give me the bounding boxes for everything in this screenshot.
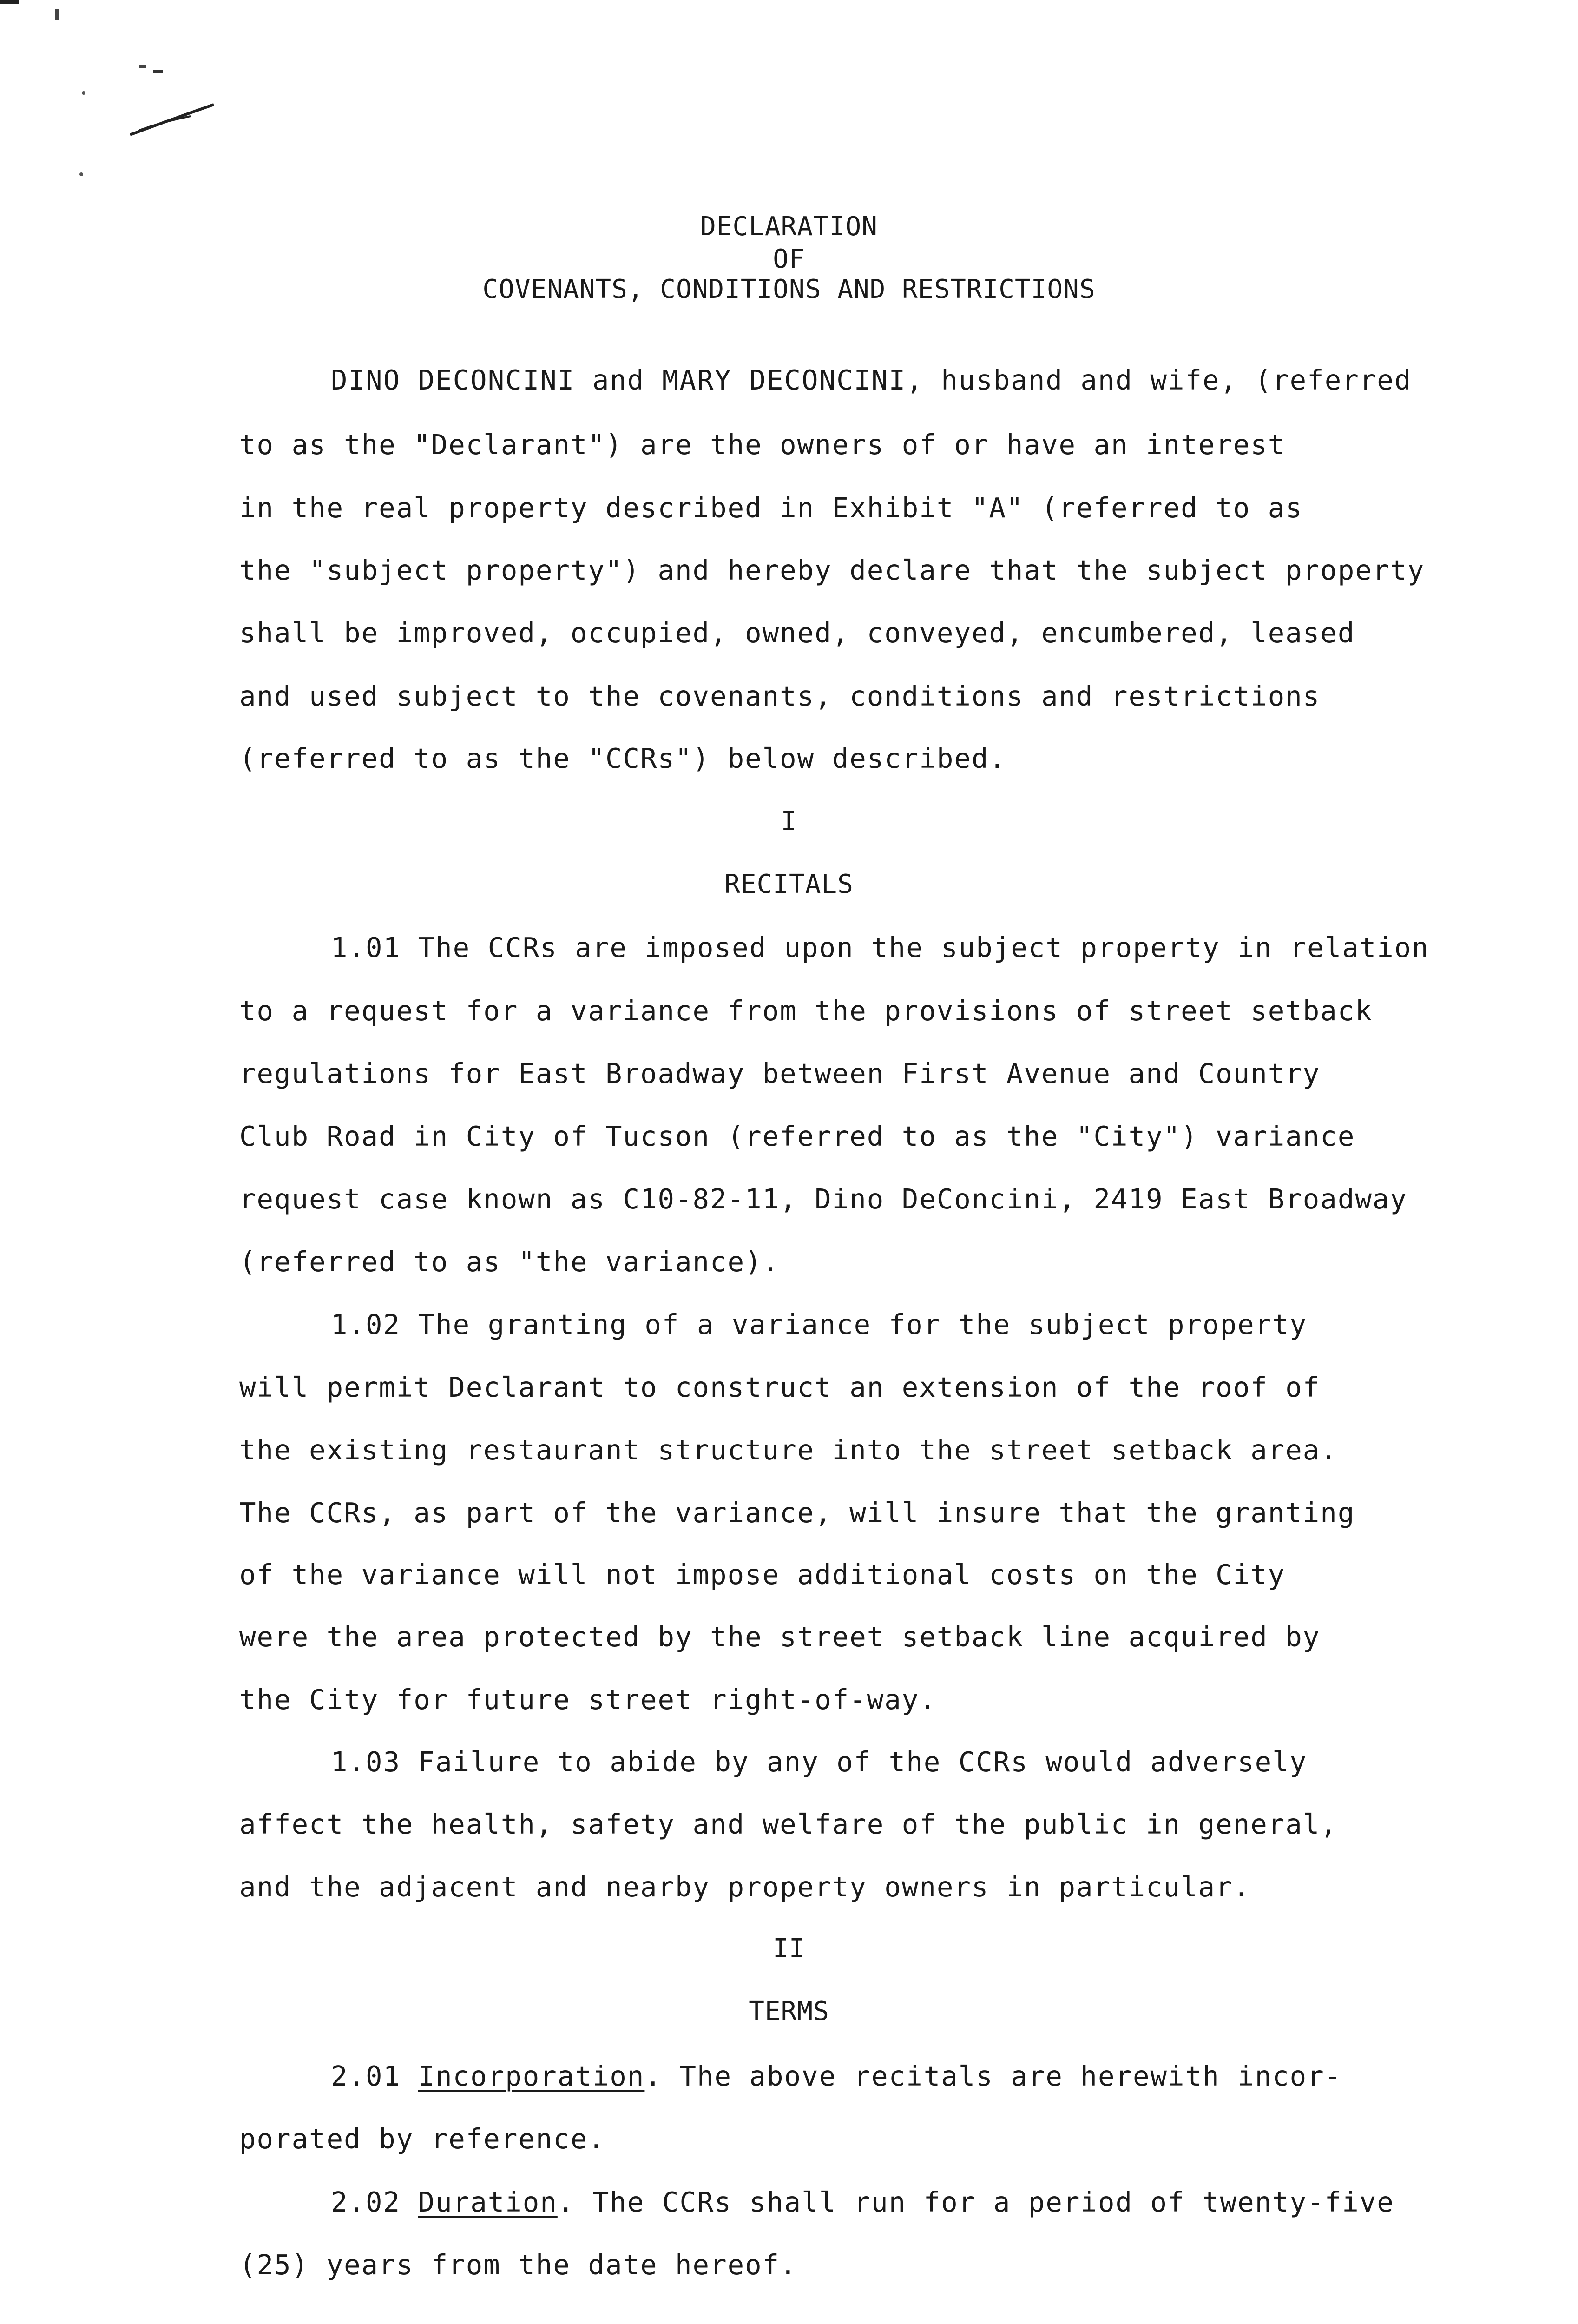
- paragraph-line: were the area protected by the street setback line acquired by: [239, 1621, 1321, 1653]
- paragraph-line: of the variance will not impose additional costs on the City: [239, 1558, 1286, 1591]
- paragraph-line: 1.03 Failure to abide by any of the CCRs would adversely: [331, 1746, 1308, 1778]
- paragraph-2-01: [331, 2060, 1342, 2092]
- section-title-terms: TERMS: [749, 1996, 829, 2027]
- section-numeral-2: II: [773, 1934, 805, 1964]
- paragraph-line: (25) years from the date hereof.: [239, 2249, 797, 2281]
- paragraph-text: . The CCRs shall run for a period of twenty-five: [557, 2186, 1394, 2218]
- paragraph-number: 2.02: [331, 2186, 401, 2218]
- intro-line: shall be improved, occupied, owned, conveyed, encumbered, leased: [239, 617, 1355, 649]
- section-title-recitals: RECITALS: [724, 869, 854, 899]
- paragraph-line: porated by reference.: [239, 2123, 605, 2155]
- paragraph-2-02: [331, 2186, 1394, 2218]
- paragraph-text: . The above recitals are herewith incor-: [644, 2060, 1342, 2092]
- scan-marks: [0, 0, 242, 195]
- section-numeral-1: I: [781, 806, 797, 837]
- paragraph-line: request case known as C10-82-11, Dino DeConcini, 2419 East Broadway: [239, 1183, 1407, 1215]
- title-of: OF: [773, 244, 805, 274]
- paragraph-heading: Duration: [418, 2186, 558, 2218]
- paragraph-line: and the adjacent and nearby property owners in particular.: [239, 1871, 1251, 1903]
- paragraph-line: The CCRs, as part of the variance, will insure that the granting: [239, 1497, 1355, 1529]
- paragraph-number: 2.01: [331, 2060, 401, 2092]
- paragraph-line: regulations for East Broadway between First Avenue and Country: [239, 1057, 1321, 1089]
- intro-line: to as the "Declarant") are the owners of or have an interest: [239, 429, 1286, 461]
- paragraph-line: affect the health, safety and welfare of the public in general,: [239, 1808, 1338, 1840]
- intro-line: DINO DECONCINI and MARY DECONCINI, husband and wife, (referred: [331, 364, 1412, 396]
- paragraph-line: (referred to as "the variance).: [239, 1246, 780, 1278]
- paragraph-line: Club Road in City of Tucson (referred to as the "City") variance: [239, 1120, 1355, 1152]
- paragraph-line: to a request for a variance from the provisions of street setback: [239, 995, 1373, 1027]
- intro-line: in the real property described in Exhibit "A" (referred to as: [239, 492, 1303, 524]
- paragraph-line: the City for future street right-of-way.: [239, 1684, 937, 1716]
- paragraph-line: will permit Declarant to construct an extension of the roof of: [239, 1371, 1321, 1403]
- paragraph-heading: Incorporation: [418, 2060, 645, 2092]
- title-covenants: COVENANTS, CONDITIONS AND RESTRICTIONS: [482, 274, 1096, 304]
- paragraph-line: 1.01 The CCRs are imposed upon the subject property in relation: [331, 931, 1429, 964]
- paragraph-line: 1.02 The granting of a variance for the subject property: [331, 1308, 1308, 1340]
- paragraph-line: the existing restaurant structure into the street setback area.: [239, 1434, 1338, 1466]
- intro-line: the "subject property") and hereby declare that the subject property: [239, 554, 1425, 586]
- intro-line: and used subject to the covenants, conditions and restrictions: [239, 680, 1321, 712]
- title-declaration: DECLARATION: [700, 211, 878, 242]
- intro-line: (referred to as the "CCRs") below described.: [239, 742, 1006, 774]
